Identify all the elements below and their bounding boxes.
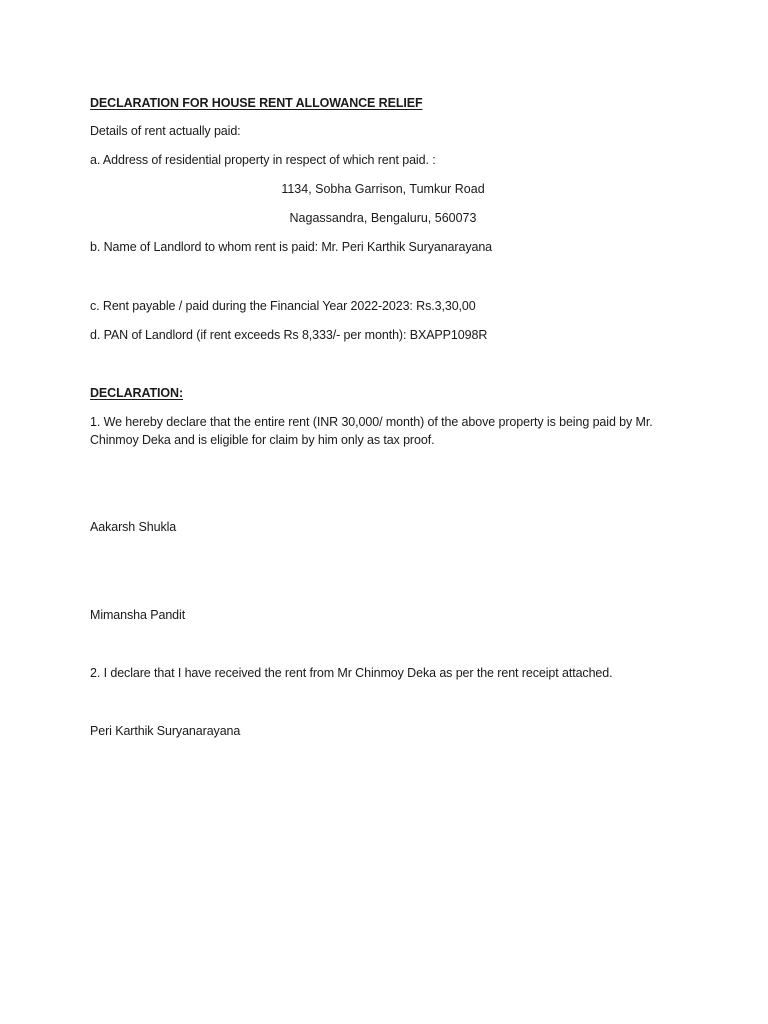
- declaration-heading: DECLARATION:: [90, 386, 184, 400]
- address-line-2-text: Nagassandra, Bengaluru, 560073: [289, 211, 477, 225]
- address-line-1: [90, 180, 678, 198]
- item-b-landlord-name: b. Name of Landlord to whom rent is paid: Mr. Peri Karthik Suryanarayana: [90, 240, 493, 254]
- details-intro: Details of rent actually paid:: [90, 124, 241, 138]
- signatory-2-name: Mimansha Pandit: [90, 608, 186, 622]
- item-d-landlord-pan: d. PAN of Landlord (if rent exceeds Rs 8,333/- per month): BXAPP1098R: [90, 328, 488, 342]
- signatory-3-name: Peri Karthik Suryanarayana: [90, 724, 241, 738]
- address-line-2: [90, 209, 678, 227]
- address-line-1-text: 1134, Sobha Garrison, Tumkur Road: [281, 182, 485, 196]
- signatory-1-name: Aakarsh Shukla: [90, 520, 177, 534]
- declaration-2-text: 2. I declare that I have received the rent from Mr Chinmoy Deka as per the rent receipt attached.: [90, 666, 613, 680]
- declaration-1-text: 1. We hereby declare that the entire rent (INR 30,000/ month) of the above property is being paid by Mr. Chinmoy Deka and is eligible for claim by him only as tax proof.: [90, 415, 653, 447]
- item-c-rent-amount: c. Rent payable / paid during the Financial Year 2022-2023: Rs.3,30,00: [90, 299, 476, 313]
- document-title: DECLARATION FOR HOUSE RENT ALLOWANCE RELIEF: [90, 96, 423, 110]
- item-a-address-label: a. Address of residential property in respect of which rent paid. :: [90, 153, 436, 167]
